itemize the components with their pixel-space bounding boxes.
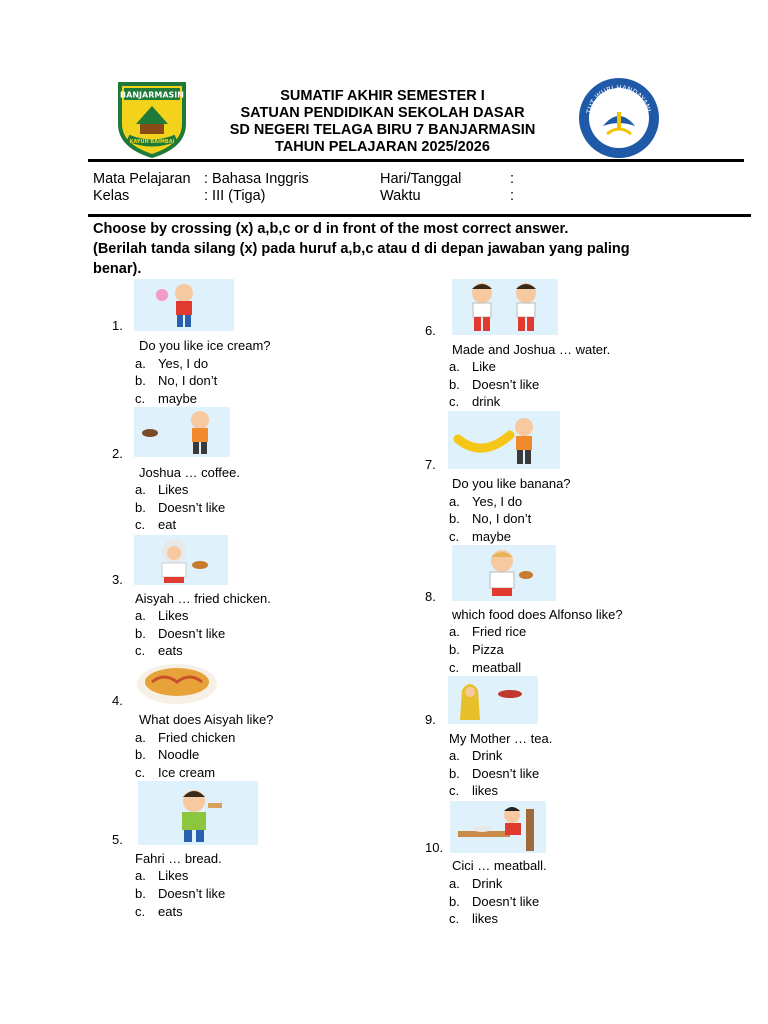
q3-option-a: Likes <box>158 608 189 623</box>
q9-option-b: Doesn’t like <box>472 766 540 781</box>
q1-option-b: No, I don’t <box>158 373 218 388</box>
q4-option-c: Ice cream <box>158 765 216 780</box>
class-value: : III (Tiga) <box>204 188 266 204</box>
time-value: : <box>510 188 515 204</box>
q8-option-c: meatball <box>472 660 522 675</box>
q5-option-b-letter: b. <box>135 886 146 901</box>
q5-option-c-letter: c. <box>135 904 146 919</box>
q8-option-c-letter: c. <box>449 660 460 675</box>
info-divider <box>88 214 751 217</box>
q10-option-c: likes <box>472 911 499 926</box>
q10-number: 10. <box>425 840 444 855</box>
subject-value: : Bahasa Inggris <box>204 171 309 187</box>
q4-option-a-letter: a. <box>135 730 146 745</box>
q4-option-b: Noodle <box>158 747 200 762</box>
q1-option-a: Yes, I do <box>158 356 209 371</box>
q2-option-c: eat <box>158 517 177 532</box>
q2-question: Joshua … coffee. <box>139 465 240 480</box>
q6-question: Made and Joshua … water. <box>452 342 611 357</box>
q9-picture <box>448 676 538 724</box>
instruction-indonesian-line-2: benar). <box>93 261 142 277</box>
q1-number: 1. <box>112 318 123 333</box>
q2-option-c-letter: c. <box>135 517 146 532</box>
header-title-line-3: SD NEGERI TELAGA BIRU 7 BANJARMASIN <box>229 122 536 138</box>
q2-number: 2. <box>112 446 123 461</box>
q6-picture <box>452 279 558 335</box>
header-title-line-1: SUMATIF AKHIR SEMESTER I <box>280 88 485 104</box>
q6-option-a: Like <box>472 359 496 374</box>
q3-option-c-letter: c. <box>135 643 146 658</box>
q7-option-b: No, I don’t <box>472 511 532 526</box>
q8-option-b: Pizza <box>472 642 504 657</box>
q4-option-b-letter: b. <box>135 747 146 762</box>
q5-option-c: eats <box>158 904 183 919</box>
q1-option-a-letter: a. <box>135 356 146 371</box>
q3-number: 3. <box>112 572 123 587</box>
q9-option-c: likes <box>472 783 499 798</box>
q8-option-a: Fried rice <box>472 624 527 639</box>
q10-question: Cici … meatball. <box>452 858 547 873</box>
q7-number: 7. <box>425 457 436 472</box>
q7-picture <box>448 411 560 469</box>
q5-option-b: Doesn’t like <box>158 886 226 901</box>
tut-wuri-handayani-logo <box>577 76 661 160</box>
q6-option-b: Doesn’t like <box>472 377 540 392</box>
q6-option-c: drink <box>472 394 501 409</box>
class-label: Kelas <box>93 188 130 204</box>
header-title-line-2: SATUAN PENDIDIKAN SEKOLAH DASAR <box>240 105 525 121</box>
q2-picture <box>134 407 230 457</box>
q3-option-c: eats <box>158 643 183 658</box>
q3-option-b-letter: b. <box>135 626 146 641</box>
q8-question: which food does Alfonso like? <box>452 607 623 622</box>
svg-text:KAYUH BAIMBAI: KAYUH BAIMBAI <box>129 139 175 145</box>
q2-option-a: Likes <box>158 482 189 497</box>
q2-option-b: Doesn’t like <box>158 500 226 515</box>
time-label: Waktu <box>380 188 421 204</box>
q8-option-a-letter: a. <box>449 624 460 639</box>
q7-option-b-letter: b. <box>449 511 460 526</box>
svg-text:BANJARMASIN: BANJARMASIN <box>120 90 184 100</box>
q9-option-b-letter: b. <box>449 766 460 781</box>
q5-option-a-letter: a. <box>135 868 146 883</box>
q6-option-b-letter: b. <box>449 377 460 392</box>
q7-question: Do you like banana? <box>452 476 571 491</box>
q4-option-a: Fried chicken <box>158 730 236 745</box>
q10-option-a-letter: a. <box>449 876 460 891</box>
svg-text:TUT WURI HANDAYANI: TUT WURI HANDAYANI <box>585 83 653 115</box>
subject-label: Mata Pelajaran <box>93 171 191 187</box>
q8-picture <box>452 545 556 601</box>
q6-option-a-letter: a. <box>449 359 460 374</box>
q2-option-a-letter: a. <box>135 482 146 497</box>
q4-option-c-letter: c. <box>135 765 146 780</box>
q1-option-c-letter: c. <box>135 391 146 406</box>
q9-question: My Mother … tea. <box>449 731 553 746</box>
q3-option-b: Doesn’t like <box>158 626 226 641</box>
q9-option-a: Drink <box>472 748 503 763</box>
q10-picture <box>450 801 546 853</box>
q5-option-a: Likes <box>158 868 189 883</box>
day-label: Hari/Tanggal <box>380 171 462 187</box>
q4-number: 4. <box>112 693 123 708</box>
q3-picture <box>134 535 228 585</box>
q7-option-c-letter: c. <box>449 529 460 544</box>
banjarmasin-logo <box>116 80 188 158</box>
q8-number: 8. <box>425 589 436 604</box>
q3-option-a-letter: a. <box>135 608 146 623</box>
q1-option-b-letter: b. <box>135 373 146 388</box>
q1-option-c: maybe <box>158 391 198 406</box>
q6-number: 6. <box>425 323 436 338</box>
q10-option-a: Drink <box>472 876 503 891</box>
header-divider <box>88 159 744 162</box>
q8-option-b-letter: b. <box>449 642 460 657</box>
q3-question: Aisyah … fried chicken. <box>135 591 271 606</box>
q9-option-a-letter: a. <box>449 748 460 763</box>
q5-number: 5. <box>112 832 123 847</box>
q6-option-c-letter: c. <box>449 394 460 409</box>
q4-question: What does Aisyah like? <box>139 712 274 727</box>
q10-option-c-letter: c. <box>449 911 460 926</box>
q5-picture <box>138 781 258 845</box>
q1-question: Do you like ice cream? <box>139 338 271 353</box>
q7-option-c: maybe <box>472 529 512 544</box>
q9-number: 9. <box>425 712 436 727</box>
q10-option-b: Doesn’t like <box>472 894 540 909</box>
instruction-english: Choose by crossing (x) a,b,c or d in front of the most correct answer. <box>93 221 569 237</box>
header-title-line-4: TAHUN PELAJARAN 2025/2026 <box>275 139 490 155</box>
q7-option-a: Yes, I do <box>472 494 523 509</box>
q9-option-c-letter: c. <box>449 783 460 798</box>
q1-picture <box>134 279 234 331</box>
q7-option-a-letter: a. <box>449 494 460 509</box>
q4-picture <box>134 660 220 706</box>
q10-option-b-letter: b. <box>449 894 460 909</box>
q5-question: Fahri … bread. <box>135 851 222 866</box>
q2-option-b-letter: b. <box>135 500 146 515</box>
day-value: : <box>510 171 515 187</box>
instruction-indonesian-line-1: (Berilah tanda silang (x) pada huruf a,b,c atau d di depan jawaban yang paling <box>93 241 630 257</box>
